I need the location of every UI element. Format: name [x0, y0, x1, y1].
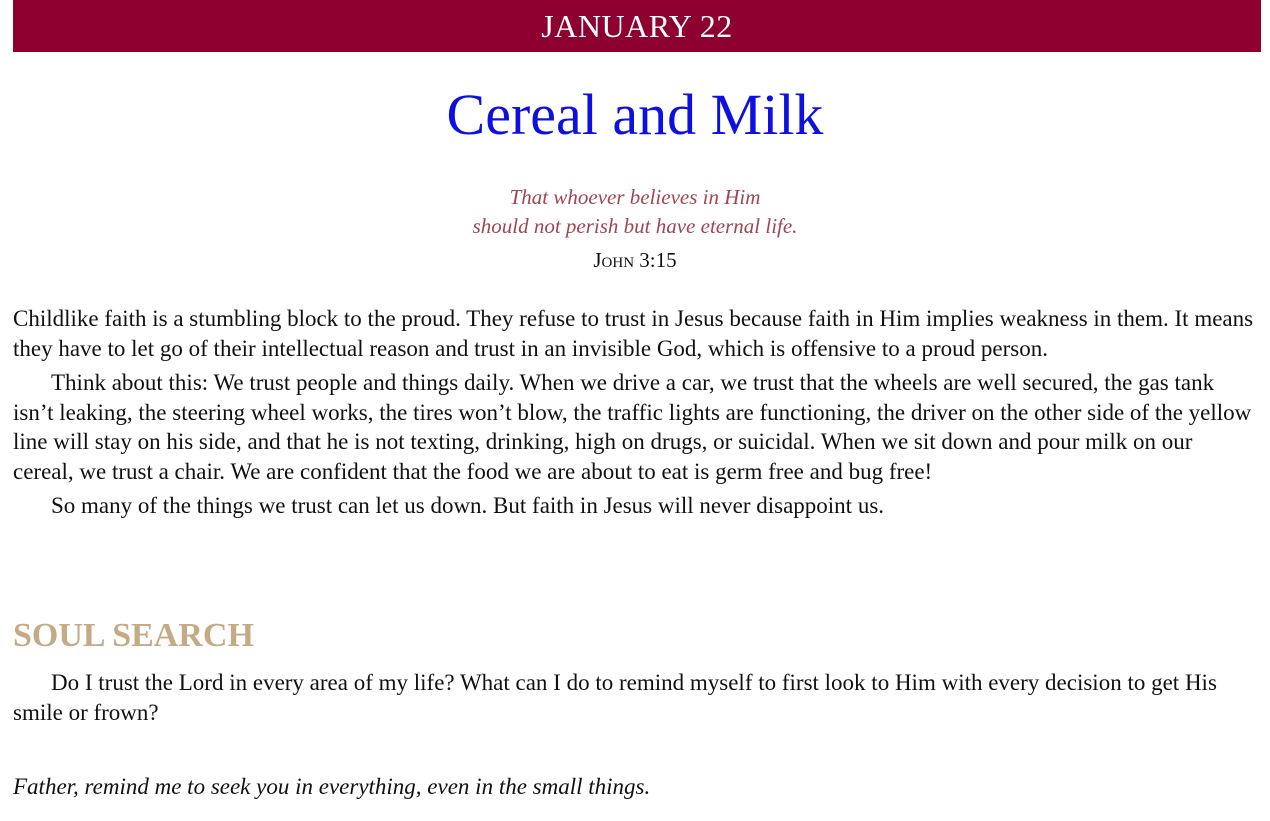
verse-reference-book: John — [593, 248, 635, 272]
soul-search-text: Do I trust the Lord in every area of my life? What can I do to remind myself to first look to Him with every decision to get His smile or frown? — [13, 670, 1217, 725]
verse-reference-chapter: 3:15 — [639, 248, 677, 272]
soul-search-heading: SOUL SEARCH — [13, 617, 254, 654]
prayer-text: Father, remind me to seek you in everything, even in the small things. — [13, 774, 651, 799]
verse-line-1: That whoever believes in Him — [509, 185, 761, 209]
body-paragraph: Childlike faith is a stumbling block to the proud. They refuse to trust in Jesus because faith in Him implies weakness in them. It means they have to let go of their intellectual reason and trust in an invisible God, which is offensive to a proud person. — [13, 306, 1254, 361]
body-paragraph: Think about this: We trust people and things daily. When we drive a car, we trust that the wheels are well secured, the gas tank isn’t leaking, the steering wheel works, the tires won’t blow, the traffic lights are functioning, the driver on the other side of the yellow line will stay on his side, and that he is not texting, drinking, high on drugs, or suicidal. When we sit down and pour milk on our cereal, we trust a chair. We are confident that the food we are about to eat is germ free and bug free! — [13, 370, 1252, 484]
page-title: Cereal and Milk — [446, 82, 824, 147]
body-paragraph: So many of the things we trust can let us down. But faith in Jesus will never disappoint us. — [51, 493, 885, 518]
devotional-body — [13, 304, 1258, 521]
date-banner: JANUARY 22 — [13, 0, 1261, 52]
verse-reference — [0, 246, 1270, 275]
scripture-verse — [0, 183, 1270, 241]
verse-line-2: should not perish but have eternal life. — [472, 214, 798, 238]
